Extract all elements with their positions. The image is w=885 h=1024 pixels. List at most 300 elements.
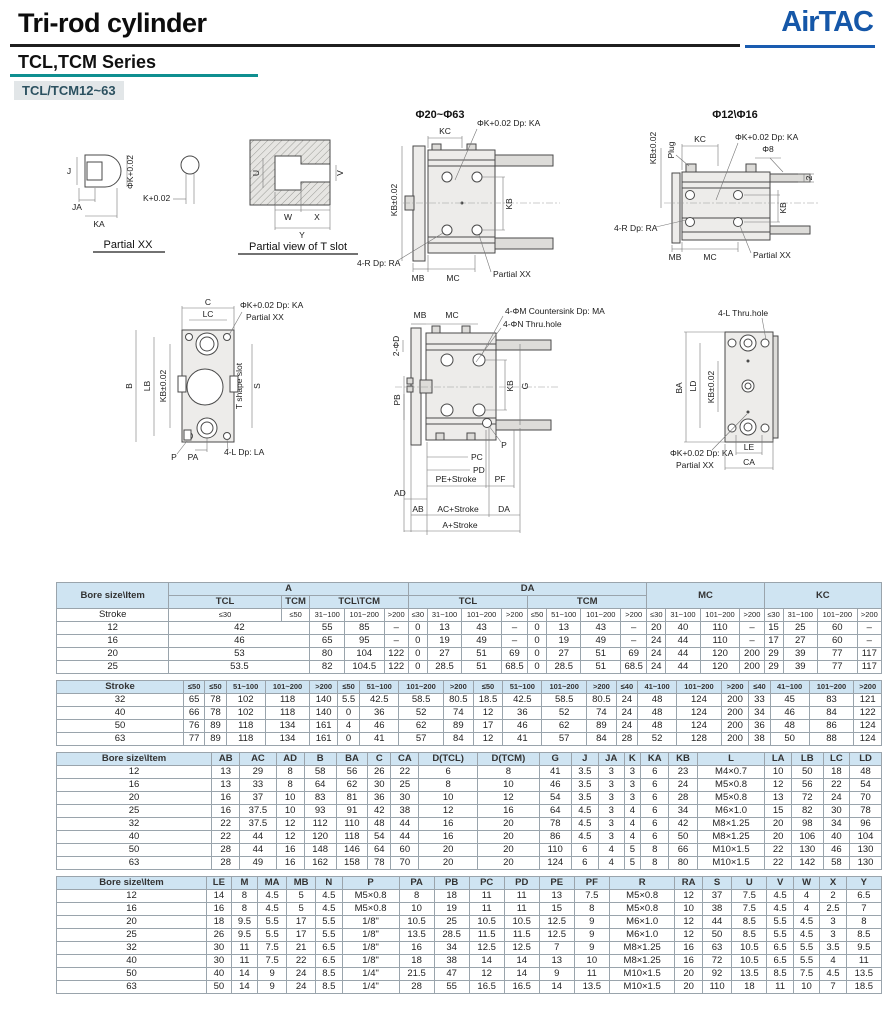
table-cell: 13	[539, 890, 574, 903]
header-cell: 101~200	[265, 681, 310, 694]
table-cell: 89	[443, 720, 473, 733]
table-cell: –	[384, 635, 408, 648]
table-cell: 84	[587, 733, 617, 746]
table-cell: 40	[57, 831, 212, 844]
table-cell: 5.5	[767, 916, 793, 929]
table-cell: 12	[675, 916, 702, 929]
table-cell: 58.5	[542, 694, 587, 707]
table-row	[57, 635, 882, 648]
dim-pc: PC	[471, 452, 483, 462]
table-cell: 82	[310, 661, 345, 674]
table-cell: 50	[669, 831, 697, 844]
table-cell: 12.5	[469, 942, 504, 955]
table-cell: 28	[212, 857, 240, 870]
table-cell: 18	[207, 916, 232, 929]
table-cell: 0	[408, 622, 427, 635]
table-cell: 12	[477, 792, 539, 805]
table-cell: 18.5	[846, 981, 881, 994]
header-cell: >200	[310, 681, 337, 694]
dim-ab: AB	[412, 504, 424, 514]
table-cell: 2.5	[820, 903, 846, 916]
table-cell: 15	[539, 903, 574, 916]
table-cell: 63	[702, 942, 732, 955]
header-cell: PC	[469, 877, 504, 890]
table-cell: 5.5	[337, 694, 359, 707]
table-cell: 28.5	[434, 929, 469, 942]
table-cell: 5.5	[793, 955, 819, 968]
table-cell: 86	[809, 720, 854, 733]
table-cell: 36	[749, 720, 770, 733]
table-cell: 65	[183, 694, 204, 707]
header-cell: 51~100	[360, 681, 399, 694]
table-cell: 4.5	[820, 968, 846, 981]
header-cell: A	[169, 583, 409, 596]
table-cell: 64	[539, 805, 571, 818]
table-cell: 118	[226, 720, 265, 733]
table-cell: 14	[504, 955, 539, 968]
table-cell: 24	[823, 792, 849, 805]
table-cell: 8	[231, 890, 257, 903]
table-cell: >200	[740, 609, 764, 622]
table-cell: 5.5	[258, 929, 287, 942]
table-cell: 4.5	[571, 831, 598, 844]
table-cell: 27	[546, 648, 581, 661]
dim-mb-3: MB	[413, 310, 427, 320]
table-cell: 6	[641, 818, 669, 831]
header-cell: W	[793, 877, 819, 890]
header-cell: Y	[846, 877, 881, 890]
table-cell: 18	[823, 766, 849, 779]
table-cell: M6×1.0	[697, 805, 765, 818]
header-cell: >200	[721, 681, 748, 694]
header-cell: LA	[765, 753, 791, 766]
table-cell: >200	[384, 609, 408, 622]
table-cell: 118	[336, 831, 368, 844]
table-cell: ≤50	[281, 609, 310, 622]
table-cell: 12.5	[539, 916, 574, 929]
table-cell: 29	[764, 648, 783, 661]
table-header-row	[57, 681, 882, 694]
table-row	[57, 916, 882, 929]
table-cell: 25	[434, 916, 469, 929]
table-cell: 56	[336, 766, 368, 779]
table-cell: M8×1.25	[697, 818, 765, 831]
table-cell: 4	[624, 805, 641, 818]
table-cell: 24	[669, 779, 697, 792]
dim-c: C	[204, 297, 212, 307]
table-cell: 62	[542, 720, 587, 733]
stroke-row	[57, 609, 882, 622]
table-cell: 98	[791, 818, 823, 831]
table-cell: 9	[258, 968, 287, 981]
dim-phik-dp-3: ΦK+0.02 Dp: KA	[240, 300, 304, 310]
dim-lb: LB	[142, 380, 152, 392]
table-cell: 8.5	[732, 916, 767, 929]
table-cell: 8	[641, 857, 669, 870]
table-cell: 51	[462, 648, 502, 661]
table-cell: 7	[846, 903, 881, 916]
table-cell: 44	[666, 648, 701, 661]
table-cell: 48	[770, 720, 809, 733]
table-cell: M5×0.8	[342, 890, 399, 903]
header-cell: ≤50	[337, 681, 359, 694]
dim-pf: PF	[494, 474, 506, 484]
dim-mb: MB	[411, 273, 425, 283]
table-cell: M5×0.8	[342, 903, 399, 916]
table-cell: M5×0.8	[609, 903, 675, 916]
label-partial-xx-3: Partial XX	[246, 312, 284, 322]
table-cell: 140	[310, 707, 337, 720]
table-row	[57, 720, 882, 733]
table-cell: 4	[624, 831, 641, 844]
table-cell: 21.5	[399, 968, 434, 981]
table-cell: 8	[846, 916, 881, 929]
dim-x: X	[314, 212, 320, 222]
table-cell: 50	[57, 844, 212, 857]
table-cell: 26	[368, 766, 391, 779]
table-cell: 36	[503, 707, 542, 720]
table-cell: 10	[675, 903, 702, 916]
table-cell: M8×1.25	[697, 831, 765, 844]
table-cell: 13	[765, 792, 791, 805]
table-cell: 49	[240, 857, 276, 870]
table-cell: 22	[212, 831, 240, 844]
table-cell: 83	[809, 694, 854, 707]
table-cell: 15	[765, 805, 791, 818]
table-cell: 8.5	[846, 929, 881, 942]
table-cell: 124	[677, 720, 722, 733]
table-cell: 24	[616, 720, 637, 733]
table-cell: 27	[427, 648, 462, 661]
table-cell: 1/8"	[342, 955, 399, 968]
table-cell: 10	[574, 955, 609, 968]
table-cell: 50	[791, 766, 823, 779]
dim-phik-dp: ΦK+0.02 Dp: KA	[477, 118, 541, 128]
table-cell: 36	[368, 792, 391, 805]
dim-kb-2: KB	[778, 202, 788, 214]
table-cell: 20	[477, 857, 539, 870]
table-cell: 43	[581, 622, 621, 635]
dim-w: W	[283, 212, 293, 222]
table-cell: 16	[399, 942, 434, 955]
table-cell: 12	[276, 818, 304, 831]
table-cell: 34	[434, 942, 469, 955]
table-cell: 10	[419, 792, 477, 805]
table-cell: 16	[419, 831, 477, 844]
table-cell: 49	[462, 635, 502, 648]
table-cell: 69	[501, 648, 527, 661]
header-cell: 41~100	[638, 681, 677, 694]
table-cell: ≤30	[408, 609, 427, 622]
table-cell: 14	[504, 968, 539, 981]
table-cell: 12	[57, 890, 207, 903]
header-cell: TCM	[281, 596, 310, 609]
table-cell: M10×1.5	[609, 981, 675, 994]
table-row	[57, 857, 882, 870]
header-cell: AB	[212, 753, 240, 766]
table-cell: 161	[310, 733, 337, 746]
dim-ac-stroke: AC+Stroke	[437, 504, 479, 514]
table-cell: 89	[587, 720, 617, 733]
table-cell: 16	[212, 805, 240, 818]
table-cell: 77	[818, 648, 858, 661]
dim-ba: BA	[674, 382, 684, 394]
table-cell: 124	[854, 733, 882, 746]
table-cell: 4.5	[767, 903, 793, 916]
table-cell: 118	[265, 694, 310, 707]
table-cell: 20	[675, 968, 702, 981]
table-cell: 40	[666, 622, 701, 635]
table-cell: 25	[57, 805, 212, 818]
dim-p-2: P	[501, 440, 507, 450]
table-cell: 53.5	[169, 661, 310, 674]
table-cell: 11	[574, 968, 609, 981]
table-cell: 11	[231, 942, 257, 955]
dim-v: V	[335, 170, 345, 176]
table-cell: 118	[265, 707, 310, 720]
table-cell: 16	[276, 844, 304, 857]
table-cell: 57	[542, 733, 587, 746]
table-cell: 77	[183, 733, 204, 746]
table-cell: 66	[669, 844, 697, 857]
table-cell: 31~100	[427, 609, 462, 622]
table-cell: 31~100	[783, 609, 818, 622]
table-cell: 120	[700, 661, 740, 674]
table-cell: 42.5	[503, 694, 542, 707]
dim-kb-tol-4: KB±0.02	[706, 370, 716, 404]
table-cell: 34	[823, 818, 849, 831]
table-cell: 3	[598, 792, 624, 805]
table-cell: 10.5	[504, 916, 539, 929]
table-cell: 40	[207, 968, 232, 981]
table-cell: 1/8"	[342, 942, 399, 955]
table-cell: 74	[587, 707, 617, 720]
table-cell: 0	[408, 635, 427, 648]
table-cell: 50	[770, 733, 809, 746]
table-cell: 5.5	[316, 929, 342, 942]
table-cell: 44	[240, 844, 276, 857]
header-cell: MB	[287, 877, 316, 890]
table-row	[57, 844, 882, 857]
label-thru-hole: 4-ΦN Thru.hole	[503, 319, 562, 329]
table-cell: 25	[391, 779, 419, 792]
table-dimensions-ab-ld	[56, 752, 882, 870]
table-cell: 30	[368, 779, 391, 792]
table-cell: 85	[344, 622, 384, 635]
table-cell: 200	[721, 694, 748, 707]
table-cell: –	[857, 635, 881, 648]
table-cell: 102	[226, 707, 265, 720]
table-cell: 158	[336, 857, 368, 870]
header-cell: KB	[669, 753, 697, 766]
table-cell: 49	[581, 635, 621, 648]
table-bore-12-25	[56, 582, 882, 674]
header-cell: D(TCL)	[419, 753, 477, 766]
table-cell: 200	[740, 648, 764, 661]
header-cell: LC	[823, 753, 849, 766]
drawing-side-view	[391, 306, 605, 535]
table-cell: 13	[212, 766, 240, 779]
table-cell: 41	[360, 733, 399, 746]
table-cell: 4	[820, 955, 846, 968]
table-row	[57, 890, 882, 903]
table-cell: 29	[764, 661, 783, 674]
dim-kb-tol-3: KB±0.02	[158, 369, 168, 403]
table-cell: 10	[399, 903, 434, 916]
table-cell: 51	[581, 648, 621, 661]
table-cell: 40	[57, 707, 184, 720]
table-cell: 23	[669, 766, 697, 779]
table-cell: M5×0.8	[697, 792, 765, 805]
table-row	[57, 792, 882, 805]
table-cell: 28.5	[546, 661, 581, 674]
table-cell: 16	[675, 955, 702, 968]
table-cell: 22	[391, 766, 419, 779]
dim-ld: LD	[688, 380, 698, 392]
table-cell: 3	[820, 929, 846, 942]
table-cell: 5	[287, 903, 316, 916]
table-cell: 117	[857, 661, 881, 674]
header-cell: Stroke	[57, 681, 184, 694]
table-cell: 76	[183, 720, 204, 733]
table-cell: 12	[473, 707, 503, 720]
dim-phik-dp-4: ΦK+0.02 Dp: KA	[670, 448, 734, 458]
table-cell: 46	[360, 720, 399, 733]
table-cell: 51	[462, 661, 502, 674]
table-cell: 14	[231, 981, 257, 994]
table-cell: 42	[368, 805, 391, 818]
table-cell: 8	[276, 779, 304, 792]
table-cell: 27	[783, 635, 818, 648]
table-cell: 134	[265, 733, 310, 746]
table-cell: 124	[677, 707, 722, 720]
table-cell: 3	[624, 792, 641, 805]
table-cell: 18.5	[473, 694, 503, 707]
table-cell: 22	[823, 779, 849, 792]
table-cell: 12	[57, 766, 212, 779]
header-cell: 101~200	[677, 681, 722, 694]
table-cell: 37	[240, 792, 276, 805]
table-cell: 24	[616, 694, 637, 707]
table-cell: 200	[740, 661, 764, 674]
table-cell: 9	[574, 929, 609, 942]
table-cell: 101~200	[344, 609, 384, 622]
header-cell: 101~200	[542, 681, 587, 694]
table-cell: 55	[310, 622, 345, 635]
table-cell: 8	[477, 766, 539, 779]
table-cell: 11	[767, 981, 793, 994]
table-cell: 112	[304, 818, 336, 831]
header-cell: 101~200	[399, 681, 444, 694]
header-cell: X	[820, 877, 846, 890]
header-cell: >200	[443, 681, 473, 694]
table-cell: 10.5	[732, 942, 767, 955]
table-cell: 4	[337, 720, 359, 733]
table-cell: 46	[503, 720, 542, 733]
table-row	[57, 622, 882, 635]
table-cell: 24	[287, 968, 316, 981]
table-cell: 20	[675, 981, 702, 994]
table-cell: 12	[473, 733, 503, 746]
table-cell: 30	[391, 792, 419, 805]
header-cell: U	[732, 877, 767, 890]
table-cell: M5×0.8	[697, 779, 765, 792]
table-cell: 12.5	[539, 929, 574, 942]
table-cell: 104	[344, 648, 384, 661]
table-cell: 6	[641, 805, 669, 818]
series-rule	[10, 74, 258, 77]
header-cell: V	[767, 877, 793, 890]
dim-kb-3: KB	[505, 380, 515, 392]
table-cell: 6	[641, 766, 669, 779]
table-cell: 14	[231, 968, 257, 981]
table-cell: 10.5	[469, 916, 504, 929]
table-cell: 28	[399, 981, 434, 994]
table-cell: 10	[477, 779, 539, 792]
table-cell: 52	[542, 707, 587, 720]
table-cell: 0	[528, 661, 547, 674]
header-cell: C	[368, 753, 391, 766]
table-cell: 7.5	[793, 968, 819, 981]
table-cell: 46	[539, 779, 571, 792]
table-row	[57, 968, 882, 981]
header-cell: R	[609, 877, 675, 890]
table-cell: 4	[624, 818, 641, 831]
table-cell: 110	[702, 981, 732, 994]
header-cell: CA	[391, 753, 419, 766]
table-cell: 63	[57, 857, 212, 870]
table-cell: 54	[850, 779, 882, 792]
table-cell: 95	[344, 635, 384, 648]
table-cell: 46	[823, 844, 849, 857]
table-cell: 65	[310, 635, 345, 648]
label-4r-dp-2: 4-R Dp: RA	[614, 223, 658, 233]
table-cell: 8	[399, 890, 434, 903]
table-row	[57, 903, 882, 916]
table-cell: 40	[823, 831, 849, 844]
table-cell: 134	[265, 720, 310, 733]
dim-mc: MC	[446, 273, 460, 283]
table-cell: 68.5	[621, 661, 647, 674]
table-cell: 16	[57, 903, 207, 916]
table-cell: 80	[669, 857, 697, 870]
table-cell: 122	[384, 648, 408, 661]
table-cell: 69	[621, 648, 647, 661]
table-cell: 117	[857, 648, 881, 661]
header-cell: >200	[587, 681, 617, 694]
table-cell: 45	[770, 694, 809, 707]
series-title: TCL,TCM Series	[18, 52, 157, 72]
table-cell: 70	[391, 857, 419, 870]
table-cell: 57	[399, 733, 444, 746]
table-cell: 130	[850, 857, 882, 870]
table-cell: ≤30	[764, 609, 783, 622]
table-cell: 64	[304, 779, 336, 792]
table-cell: 16	[477, 805, 539, 818]
table-cell: 6.5	[767, 942, 793, 955]
drawings-svg	[0, 100, 885, 548]
dim-ca: CA	[743, 457, 755, 467]
table-cell: 5	[624, 857, 641, 870]
table-cell: 8	[276, 766, 304, 779]
dim-y: Y	[299, 230, 305, 240]
header-cell: ≤50	[205, 681, 226, 694]
table-cell: 2	[820, 890, 846, 903]
table-cell: 92	[702, 968, 732, 981]
table-cell: 13.5	[399, 929, 434, 942]
table-cell: 6.5	[316, 955, 342, 968]
dim-j: J	[66, 166, 72, 176]
